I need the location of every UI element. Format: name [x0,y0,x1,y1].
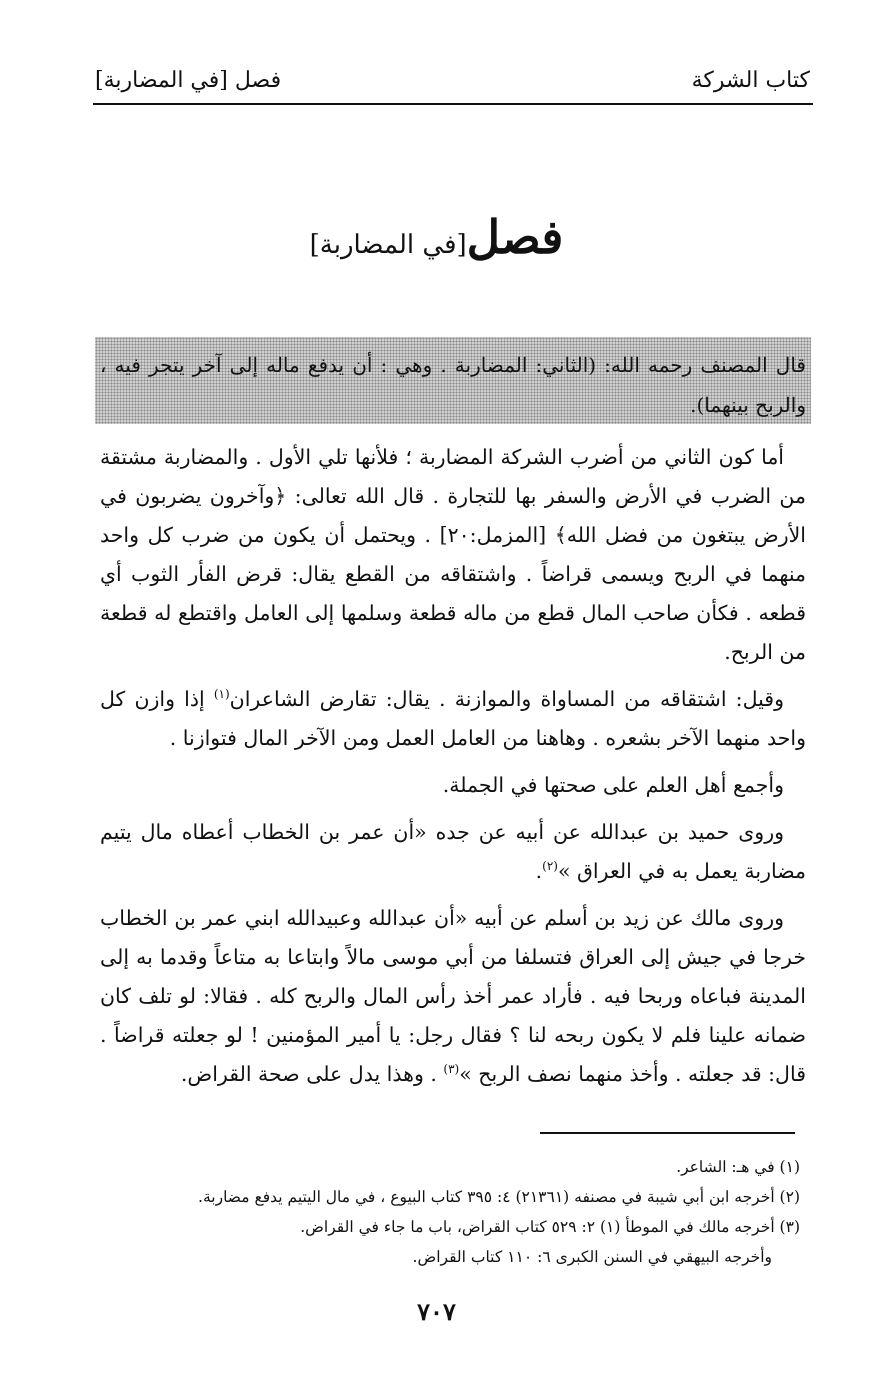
paragraph-alternative-derivation [100,680,806,758]
paragraph-text: وروى حميد بن عبدالله عن أبيه عن جده «أن عمر بن الخطاب أعطاه مال يتيم مضاربة يعمل به في العراق » [100,820,806,883]
footnote-3-continuation: وأخرجه البيهقي في السنن الكبرى ٦: ١١٠ كتاب القراض. [412,1248,772,1266]
footnotes [120,1152,800,1272]
matn-quote: قال المصنف رحمه الله: (الثاني: المضاربة . وهي : أن يدفع ماله إلى آخر يتجر فيه ، والربح بينهما). [100,353,806,417]
footnote-ref-3: (٣) [443,1062,460,1077]
footnote-ref-1: (١) [213,687,230,702]
paragraph-text: وقيل: اشتقاقه من المساواة والموازنة . يقال: تقارض الشاعران [229,687,784,711]
paragraph-text: إذا وازن كل واحد منهما الآخر بشعره . وهاهنا من العامل العمل ومن الآخر المال فتوازنا . [100,687,806,750]
chapter-title-bracketed: [في المضاربة] [309,230,467,260]
commentary-body [100,438,806,1102]
paragraph-derivation: أما كون الثاني من أضرب الشركة المضاربة ؛ فلأنها تلي الأول . والمضاربة مشتقة من الضرب في الأرض والسفر بها للتجارة . قال الله تعالى: ﴿وآخرون يضربون في الأرض يبتغون من فضل الله﴾ [المزمل:٢٠] . ويحتمل أن يكون من ضرب كل واحد منهما في الربح ويسمى قراضاً . واشتقاقه من القطع يقال: قرض الفأر الثوب أي قطعه . فكأن صاحب المال قطع من ماله قطعة وسلمها إلى العامل واقتطع له قطعة من الربح. [100,445,806,664]
footnote-rule [540,1132,795,1134]
section-title: فصل [في المضاربة] [95,67,282,93]
paragraph-consensus: وأجمع أهل العلم على صحتها في الجملة. [442,773,784,797]
book-title: كتاب الشركة [691,67,810,93]
footnote-3: (٣) أخرجه مالك في الموطأ (١) ٢: ٥٢٩ كتاب القراض، باب ما جاء في القراض. [300,1218,800,1236]
paragraph-text: وروى مالك عن زيد بن أسلم عن أبيه «أن عبدالله وعبيدالله ابني عمر بن الخطاب خرجا في جيش إلى العراق فتسلفا من أبي موسى مالاً وابتاعا به متاعاً وقدما به إلى المدينة فباعاه وربحا فيه . فأراد عمر أخذ رأس المال والربح كله . فقالا: لو تلف كان ضمانه علينا فلم لا يكون ربحه لنا ؟ فقال رجل: يا أمير المؤمنين ! لو جعلته قراضاً . قال: قد جعلته . وأخذ منهما نصف الربح » [100,906,806,1086]
paragraph-text: . [535,859,543,883]
chapter-title [0,210,873,264]
chapter-title-main: فصل [466,210,564,264]
footnote-2: (٢) أخرجه ابن أبي شيبة في مصنفه (٢١٣٦١) ٤: ٣٩٥ كتاب البيوع ، في مال اليتيم يدفع مضاربة. [198,1188,800,1206]
paragraph-text: . وهذا يدل على صحة القراض. [180,1062,444,1086]
running-header [95,60,810,100]
paragraph-malik-report [100,899,806,1094]
footnote-1: (١) في هـ: الشاعر. [676,1158,800,1176]
page-number: ٧٠٧ [417,1297,456,1326]
footnote-ref-2: (٢) [542,859,558,874]
paragraph-humaid-report [100,813,806,891]
header-rule [93,103,813,105]
